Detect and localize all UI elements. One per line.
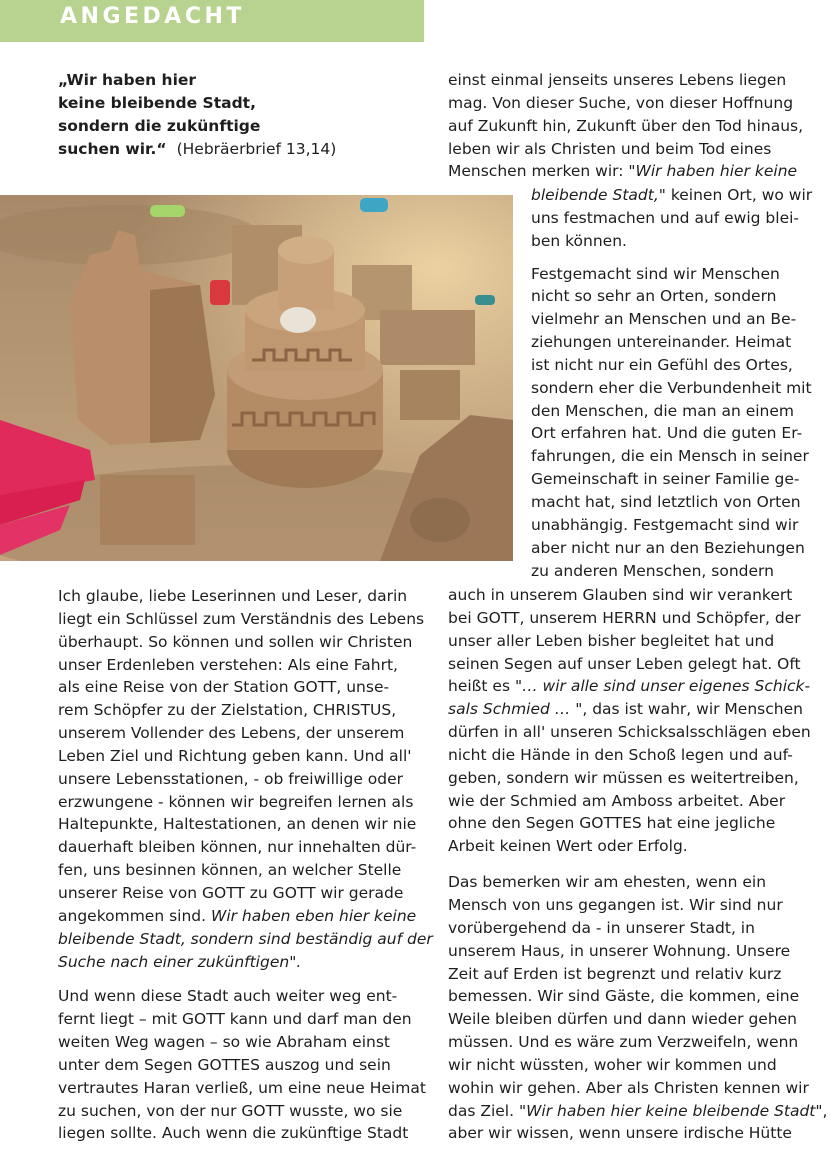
text-line: Ort erfahren hat. Und die guten Er-	[531, 424, 803, 443]
text-line: Zeit auf Erden ist begrenzt und relativ kurz	[448, 964, 782, 983]
text-line: Und wenn diese Stadt auch weiter weg ent-	[58, 987, 398, 1006]
text-line: dürfen in all' unseren Schicksalsschlägen eben	[448, 723, 811, 742]
text-line: ist nicht nur ein Gefühl des Ortes,	[531, 355, 793, 374]
text-line: ziehungen untereinander. Heimat	[531, 333, 792, 352]
text-line: bei GOTT, unserem HERRN und Schöpfer, der	[448, 608, 801, 627]
text-line: uns festmachen und auf ewig blei-	[531, 208, 800, 227]
text-line: aber wir wissen, wenn unsere irdische Hütte	[448, 1124, 792, 1143]
text-line: liegen sollte. Auch wenn die zukünftige Stadt	[58, 1124, 409, 1143]
text-line: zu anderen Menschen, sondern	[531, 561, 774, 580]
quote-line: „Wir haben hier	[58, 71, 197, 89]
text-line: liegt ein Schlüssel zum Verständnis des Lebens	[58, 609, 425, 628]
text-line: auf Zukunft hin, Zukunft über den Tod hinaus,	[448, 116, 804, 135]
text-line: unserer Reise von GOTT zu GOTT wir gerade	[58, 883, 404, 902]
text-line: wie der Schmied am Amboss arbeitet. Aber	[448, 791, 786, 810]
text-line: macht hat, sind letztlich von Orten	[531, 492, 801, 511]
section-title: ANGEDACHT	[60, 4, 245, 29]
text-line: Gemeinschaft in seiner Familie ge-	[531, 470, 800, 489]
text-line: als eine Reise von der Station GOTT, unse-	[58, 678, 390, 697]
text-line: unter dem Segen GOTTES auszog und sein	[58, 1055, 391, 1074]
left-column	[58, 585, 433, 1145]
text-line: das Ziel.	[448, 1101, 519, 1120]
quote-line: suchen wir.“	[58, 140, 167, 158]
text-line: leben wir als Christen und beim Tod eines	[448, 139, 772, 158]
text-line: unserem Vollender des Lebens, der unserem	[58, 724, 405, 743]
right-column-bottom	[448, 584, 828, 1145]
text-line: Das bemerken wir am ehesten, wenn ein	[448, 873, 767, 892]
text-line: den Menschen, die man an einem	[531, 401, 795, 420]
text-line: heißt es	[448, 677, 515, 696]
text-line: wohin wir gehen. Aber als Christen kennen wir	[448, 1078, 809, 1097]
text-line: müssen. Und es wäre zum Verzweifeln, wenn	[448, 1033, 799, 1052]
text-line: rem Schöpfer zu der Zielstation, CHRISTUS,	[58, 701, 397, 720]
text-line: überhaupt. So können und sollen wir Christen	[58, 632, 413, 651]
text-line: unser Erdenleben verstehen: Als eine Fahrt,	[58, 655, 398, 674]
text-line: bemessen. Wir sind Gäste, die kommen, eine	[448, 987, 800, 1006]
text-line: unserem Haus, in unserer Wohnung. Unsere	[448, 941, 791, 960]
quote-inline: "Wir haben hier keine bleibende Stadt"	[518, 1101, 823, 1120]
text-line: unabhängig. Festgemacht sind wir	[531, 515, 799, 534]
text-line: nicht so sehr an Orten, sondern	[531, 287, 777, 306]
text-line: ben können.	[531, 231, 627, 250]
text-line: aber nicht nur an den Beziehungen	[531, 538, 805, 557]
text-line: fahrungen, die ein Mensch in seiner	[531, 447, 809, 466]
text-line: keinen Ort, wo wir	[665, 186, 813, 204]
quote-inline: "… wir alle sind unser eigenes Schick-	[514, 677, 811, 696]
text-line: Arbeit keinen Wert oder Erfolg.	[448, 837, 688, 856]
text-line: weiten Weg wagen – so wie Abraham einst	[58, 1033, 390, 1052]
text-line: fernt liegt – mit GOTT kann und darf man den	[58, 1010, 412, 1029]
text-line: fen, uns besinnen können, an welcher Stelle	[58, 861, 402, 880]
text-line: dauerhaft bleiben können, nur innehalten dür-	[58, 838, 417, 857]
text-line: zu suchen, von der nur GOTT wusste, wo sie	[58, 1101, 403, 1120]
text-line: Mensch von uns gegangen ist. Wir sind nur	[448, 895, 783, 914]
quote-inline: Wir haben eben hier keine	[211, 906, 417, 925]
text-line: wir nicht wüssten, woher wir kommen und	[448, 1055, 777, 1074]
text-line: auch in unserem Glauben sind wir verankert	[448, 586, 793, 604]
text-line: Haltepunkte, Haltestationen, an denen wir nie	[58, 815, 417, 834]
sandcastle-photo	[0, 195, 513, 561]
text-line: unser aller Leben bisher begleitet hat und	[448, 631, 775, 650]
text-line: angekommen sind.	[58, 906, 211, 925]
quote-inline: sals Schmied … "	[448, 700, 583, 719]
text-line: sondern eher die Verbundenheit mit	[531, 378, 812, 397]
quote-line: sondern die zukünftige	[58, 117, 261, 135]
text-line: Ich glaube, liebe Leserinnen und Leser, darin	[58, 587, 408, 605]
right-column-wrap	[531, 184, 826, 582]
quote-reference: (Hebräerbrief 13,14)	[176, 140, 337, 158]
text-line: einst einmal jenseits unseres Lebens liegen	[448, 71, 787, 89]
text-line: Leben Ziel und Richtung geben kann. Und all'	[58, 746, 412, 765]
quote-inline: "Wir haben hier keine	[628, 162, 798, 181]
text-line: Festgemacht sind wir Menschen	[531, 264, 780, 283]
text-line: Menschen merken wir:	[448, 162, 629, 181]
text-line: vielmehr an Menschen und an Be-	[531, 310, 797, 329]
section-header	[0, 0, 424, 42]
quote-inline: bleibende Stadt,"	[531, 186, 666, 204]
quote-inline: bleibende Stadt, sondern sind beständig auf der	[58, 929, 433, 948]
text-line: ohne den Segen GOTTES hat eine jegliche	[448, 814, 776, 833]
bible-quote	[58, 69, 418, 161]
text-line: mag. Von dieser Suche, von dieser Hoffnung	[448, 93, 794, 112]
text-line: nicht die Hände in den Schoß legen und auf-	[448, 745, 793, 764]
text-line: , das ist wahr, wir Menschen	[582, 700, 803, 719]
text-line: ,	[822, 1101, 828, 1120]
right-column-top	[448, 69, 828, 183]
text-line: geben, sondern wir müssen es weitertreiben,	[448, 768, 799, 787]
quote-inline: Suche nach einer zukünftigen".	[58, 952, 302, 971]
text-line: Weile bleiben dürfen und dann wieder gehen	[448, 1010, 797, 1029]
text-line: erzwungene - können wir begreifen lernen als	[58, 792, 414, 811]
quote-line: keine bleibende Stadt,	[58, 94, 256, 112]
text-line: unsere Lebensstationen, - ob freiwillige oder	[58, 769, 404, 788]
text-line: seinen Segen auf unser Leben gelegt hat. Oft	[448, 654, 801, 673]
text-line: vertrautes Haran verließ, um eine neue Heimat	[58, 1078, 426, 1097]
text-line: vorübergehend da - in unserer Stadt, in	[448, 918, 755, 937]
